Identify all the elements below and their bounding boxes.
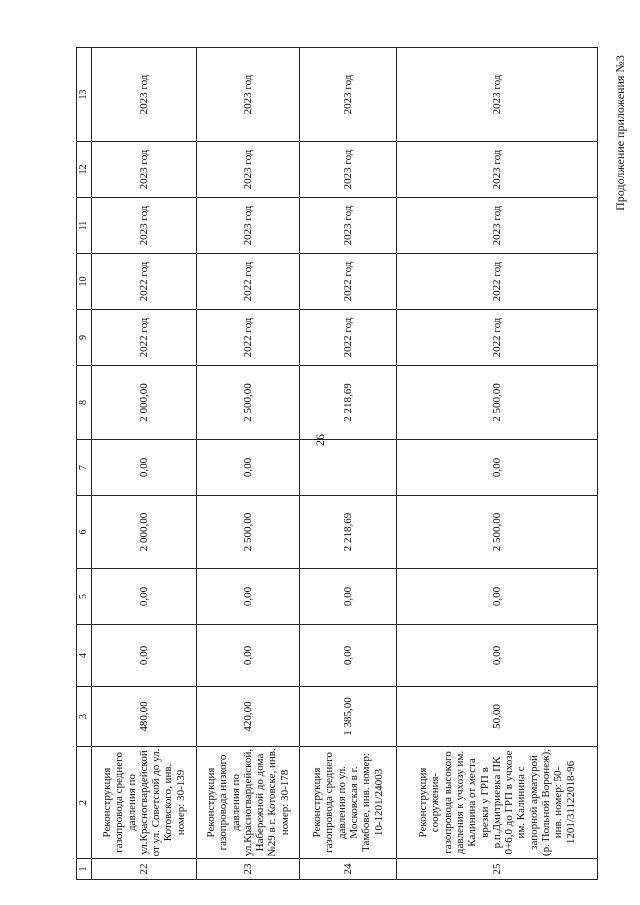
- header-cell: 11: [77, 198, 92, 254]
- page-number: 26: [313, 434, 327, 446]
- table-row: [197, 48, 300, 880]
- table-row: [300, 48, 397, 880]
- cell-col9: 2022 год: [92, 310, 197, 366]
- cell-col3: 1 385,00: [300, 687, 397, 747]
- cell-col4: 0,00: [300, 625, 397, 687]
- row-number: 23: [197, 859, 300, 880]
- header-cell: 13: [77, 48, 92, 142]
- cell-col6: 2 000,00: [92, 496, 197, 569]
- cell-col8: 2 218,69: [300, 366, 397, 440]
- cell-col13: 2023 год: [197, 48, 300, 142]
- cell-col9: 2022 год: [397, 310, 598, 366]
- cell-col12: 2023 год: [397, 142, 598, 198]
- cell-col3: 480,00: [92, 687, 197, 747]
- header-cell: 1: [77, 859, 92, 880]
- cell-col5: 0,00: [397, 569, 598, 625]
- cell-col3: 420,00: [197, 687, 300, 747]
- object-name: Реконструкция газопровода среднего давления по ул. Московская в г. Тамбове, инв. номер: 10-1201/24003: [300, 747, 397, 859]
- cell-col6: 2 218,69: [300, 496, 397, 569]
- header-cell: 5: [77, 569, 92, 625]
- cell-col4: 0,00: [197, 625, 300, 687]
- header-cell: 9: [77, 310, 92, 366]
- cell-col10: 2022 год: [92, 254, 197, 310]
- header-cell: 6: [77, 496, 92, 569]
- header-cell: 7: [77, 440, 92, 496]
- continuation-label: Продолжение приложения №3: [613, 55, 627, 211]
- cell-col3: 50,00: [397, 687, 598, 747]
- cell-col10: 2022 год: [397, 254, 598, 310]
- cell-col7: [300, 440, 397, 496]
- cell-col8: 2 000,00: [92, 366, 197, 440]
- cell-col12: 2023 год: [300, 142, 397, 198]
- cell-col9: 2022 год: [300, 310, 397, 366]
- cell-col5: 0,00: [197, 569, 300, 625]
- row-number: 24: [300, 859, 397, 880]
- cell-col13: 2023 год: [300, 48, 397, 142]
- cell-col6: 2 500,00: [197, 496, 300, 569]
- header-cell: 4: [77, 625, 92, 687]
- cell-col13: 2023 год: [92, 48, 197, 142]
- cell-col7: 0,00: [397, 440, 598, 496]
- table-row: [92, 48, 197, 880]
- cell-col7: 0,00: [197, 440, 300, 496]
- cell-col4: 0,00: [92, 625, 197, 687]
- appendix-table: [76, 48, 596, 880]
- row-number: 22: [92, 859, 197, 880]
- cell-col12: 2023 год: [92, 142, 197, 198]
- table-row: [397, 48, 598, 880]
- header-cell: 10: [77, 254, 92, 310]
- cell-col10: 2022 год: [197, 254, 300, 310]
- cell-col6: 2 500,00: [397, 496, 598, 569]
- cell-col8: 2 500,00: [397, 366, 598, 440]
- object-name: Реконструкция газопровода среднего давления по ул.Красногвардейской от ул. Советской до ул. Котовского, инв. номер: 30-139: [92, 747, 197, 859]
- cell-col7: 0,00: [92, 440, 197, 496]
- header-cell: 3: [77, 687, 92, 747]
- cell-col11: 2023 год: [300, 198, 397, 254]
- header-cell: 12: [77, 142, 92, 198]
- cell-col12: 2023 год: [197, 142, 300, 198]
- row-number: 25: [397, 859, 598, 880]
- header-cell: 8: [77, 366, 92, 440]
- object-name: Реконструкция сооружения- газопровода высокого давления к учхозу им. Калинина от места врезки у ГРП в р.п.Дмитриевка ПК 0+6,0 до ГРП в учхозе им. Калинина с запорной арматурой (р. Польной Воронеж), инв. номер: 50-1201/31122018-96: [397, 747, 598, 859]
- cell-col5: 0,00: [92, 569, 197, 625]
- cell-col11: 2023 год: [92, 198, 197, 254]
- header-cell: 2: [77, 747, 92, 859]
- cell-col9: 2022 год: [197, 310, 300, 366]
- cell-col5: 0,00: [300, 569, 397, 625]
- cell-col4: 0,00: [397, 625, 598, 687]
- cell-col10: 2022 год: [300, 254, 397, 310]
- cell-col11: 2023 год: [397, 198, 598, 254]
- cell-col8: 2 500,00: [197, 366, 300, 440]
- object-name: Реконструкция газопровода низкого давления по ул.Красногвардейской, Набережной до дома №29 в г. Котовске, инв. номер: 30-178: [197, 747, 300, 859]
- cell-col13: 2023 год: [397, 48, 598, 142]
- header-row: [77, 48, 92, 880]
- cell-col11: 2023 год: [197, 198, 300, 254]
